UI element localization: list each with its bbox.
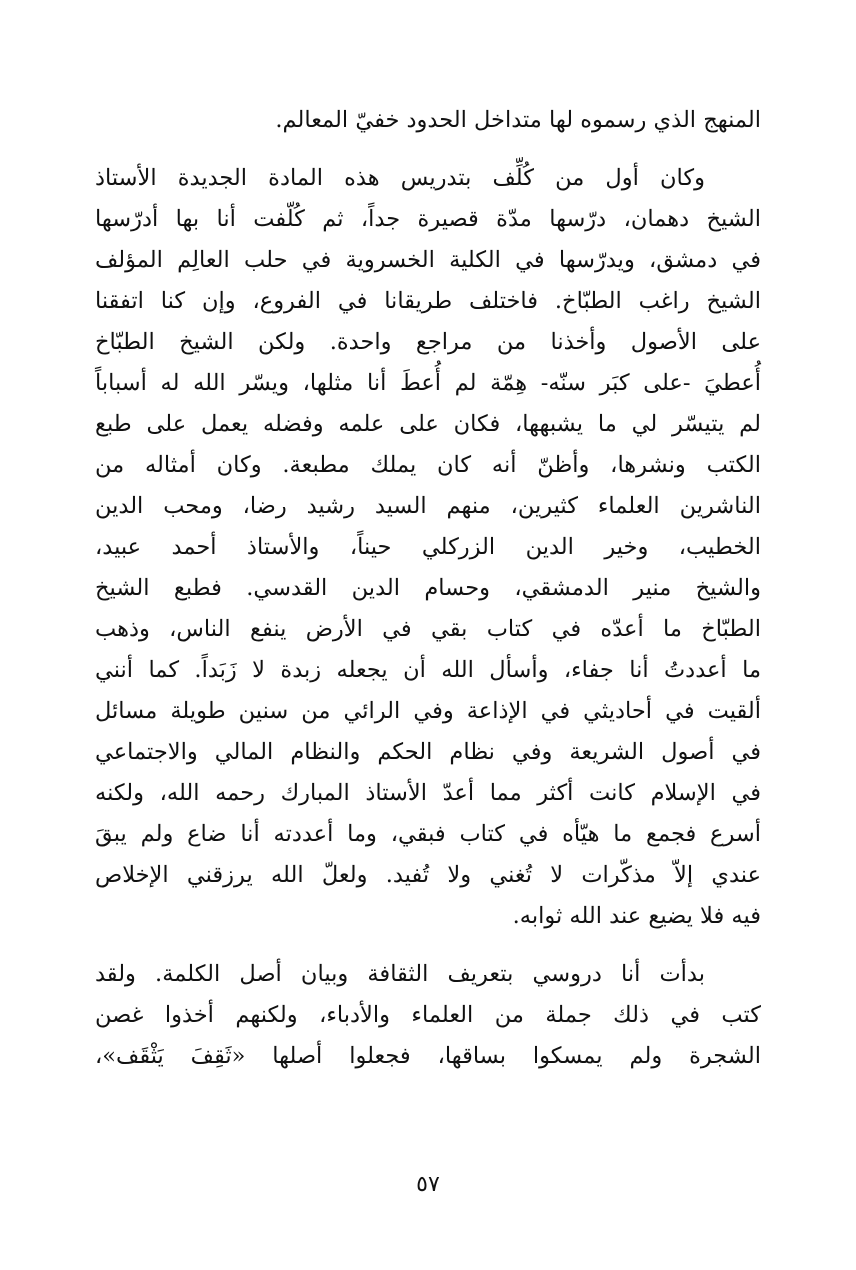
text-line: كتب في ذلك جملة من العلماء والأدباء، ولكنهم أخذوا غصن — [95, 1002, 761, 1028]
page-number: ٥٧ — [416, 1172, 440, 1197]
text-line: الخطيب، وخير الدين الزركلي حيناً، والأستاذ أحمد عبيد، — [95, 534, 761, 560]
text-line: الشيخ دهمان، درّسها مدّة قصيرة جداً، ثم كُلّفت أنا بها أدرّسها — [95, 206, 761, 232]
paragraph-gap — [95, 141, 761, 158]
text-line: الناشرين العلماء كثيرين، منهم السيد رشيد رضا، ومحب الدين — [95, 493, 761, 519]
paragraph-1 — [95, 100, 761, 141]
text-line: على الأصول وأخذنا من مراجع واحدة. ولكن الشيخ الطبّاخ — [95, 329, 761, 355]
paragraph-2 — [95, 158, 761, 937]
text-line: بدأت أنا دروسي بتعريف الثقافة وبيان أصل الكلمة. ولقد — [95, 961, 705, 987]
text-line: عندي إلاّ مذكّرات لا تُغني ولا تُفيد. ولعلّ الله يرزقني الإخلاص — [95, 862, 761, 888]
text-line: في دمشق، ويدرّسها في الكلية الخسروية في حلب العالِم المؤلف — [95, 247, 761, 273]
page-body — [95, 100, 761, 1077]
text-line: والشيخ منير الدمشقي، وحسام الدين القدسي. فطبع الشيخ — [95, 575, 761, 601]
text-line: الكتب ونشرها، وأظنّ أنه كان يملك مطبعة. وكان أمثاله من — [95, 452, 761, 478]
paragraph-gap — [95, 937, 761, 954]
text-line: أُعطيَ -على كبَر سنّه- هِمّة لم أُعطَ أنا مثلها، ويسّر الله له أسباباً — [95, 370, 761, 396]
text-line: فيه فلا يضيع عند الله ثوابه. — [512, 903, 761, 929]
paragraph-3 — [95, 954, 761, 1077]
text-line: ألقيت في أحاديثي في الإذاعة وفي الرائي من سنين طويلة مسائل — [95, 698, 761, 724]
text-line: أسرع فجمع ما هيّأه في كتاب فبقي، وما أعددته أنا ضاع ولم يبقَ — [95, 821, 761, 847]
text-line: في أصول الشريعة وفي نظام الحكم والنظام المالي والاجتماعي — [95, 739, 761, 765]
text-line: في الإسلام كانت أكثر مما أعدّ الأستاذ المبارك رحمه الله، ولكنه — [95, 780, 761, 806]
text-line: وكان أول من كُلِّف بتدريس هذه المادة الجديدة الأستاذ — [95, 165, 705, 191]
text-line: الطبّاخ ما أعدّه في كتاب بقي في الأرض ينفع الناس، وذهب — [95, 616, 761, 642]
text-line: ما أعددتُ أنا جفاء، وأسأل الله أن يجعله زبدة لا زَبَداً. كما أنني — [95, 657, 761, 683]
text-line: الشيخ راغب الطبّاخ. فاختلف طريقانا في الفروع، وإن كنا اتفقنا — [95, 288, 761, 314]
text-line: المنهج الذي رسموه لها متداخل الحدود خفيّ المعالم. — [275, 107, 761, 133]
text-line: لم يتيسّر لي ما يشبهها، فكان على علمه وفضله يعمل على طبع — [95, 411, 761, 437]
text-line: الشجرة ولم يمسكوا بساقها، فجعلوا أصلها «ثَقِفَ يَثْقَف»، — [95, 1043, 761, 1069]
